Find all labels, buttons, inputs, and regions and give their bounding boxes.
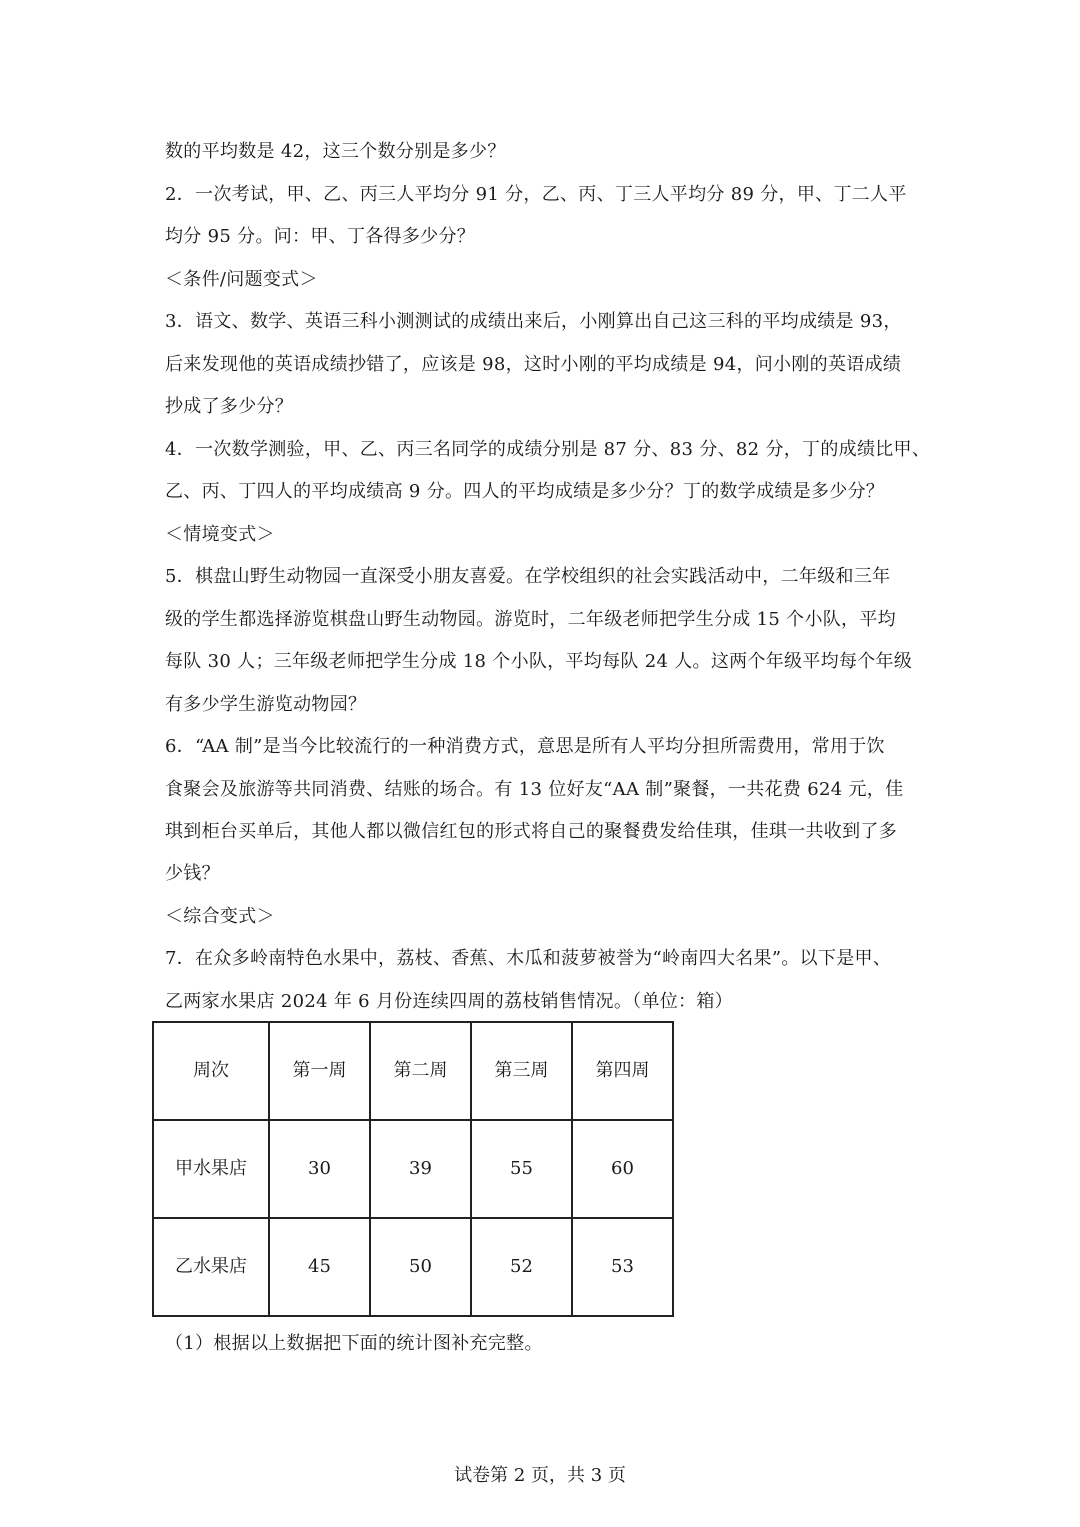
question-5-line-4: 有多少学生游览动物园？ [165,694,367,715]
table-row-label: 乙水果店 [153,1218,269,1316]
table-cell: 60 [572,1120,673,1218]
question-5-line-3: 每队 30 人；三年级老师把学生分成 18 个小队，平均每队 24 人。这两个年级平均每个年级 [165,651,913,672]
table-cell: 39 [370,1120,471,1218]
table-cell: 50 [370,1218,471,1316]
question-7-line-1: 7．在众多岭南特色水果中，荔枝、香蕉、木瓜和菠萝被誉为“岭南四大名果”。以下是甲、 [165,948,892,969]
table-header-cell: 第一周 [269,1022,370,1120]
question-3-line-1: 3．语文、数学、英语三科小测测试的成绩出来后，小刚算出自己这三科的平均成绩是 93， [165,311,902,332]
table-cell: 30 [269,1120,370,1218]
question-6-line-1: 6．“AA 制”是当今比较流行的一种消费方式，意思是所有人平均分担所需费用，常用于饮 [165,736,885,757]
section-heading-condition-variant: ＜条件/问题变式＞ [165,269,318,290]
table-cell: 45 [269,1218,370,1316]
question-6-line-3: 琪到柜台买单后，其他人都以微信红包的形式将自己的聚餐费发给佳琪，佳琪一共收到了多 [165,821,897,842]
table-header-row [153,1022,673,1120]
table-cell: 53 [572,1218,673,1316]
question-7-line-2: 乙两家水果店 2024 年 6 月份连续四周的荔枝销售情况。（单位：箱） [165,991,733,1012]
question-2-line-2: 均分 95 分。问：甲、丁各得多少分？ [165,226,476,247]
table-row [153,1120,673,1218]
table-header-cell: 第二周 [370,1022,471,1120]
question-4-line-2: 乙、丙、丁四人的平均成绩高 9 分。四人的平均成绩是多少分？丁的数学成绩是多少分？ [165,481,885,502]
table-cell: 52 [471,1218,572,1316]
question-1-tail: 数的平均数是 42，这三个数分别是多少？ [165,141,506,162]
table-header-cell: 第四周 [572,1022,673,1120]
table-header-cell: 第三周 [471,1022,572,1120]
table-row [153,1218,673,1316]
question-6-line-4: 少钱？ [165,863,220,884]
table-cell: 55 [471,1120,572,1218]
question-5-line-1: 5．棋盘山野生动物园一直深受小朋友喜爱。在学校组织的社会实践活动中，二年级和三年 [165,566,891,587]
table-header-cell: 周次 [153,1022,269,1120]
table-row-label: 甲水果店 [153,1120,269,1218]
question-6-line-2: 食聚会及旅游等共同消费、结账的场合。有 13 位好友“AA 制”聚餐，一共花费 624 元，佳 [165,779,904,800]
page-footer: 试卷第 2 页，共 3 页 [454,1465,626,1486]
question-3-line-3: 抄成了多少分？ [165,396,294,417]
question-7-subquestion-1: （1）根据以上数据把下面的统计图补充完整。 [165,1333,543,1354]
question-3-line-2: 后来发现他的英语成绩抄错了，应该是 98，这时小刚的平均成绩是 94，问小刚的英语成绩 [165,354,902,375]
question-2-line-1: 2．一次考试，甲、乙、丙三人平均分 91 分，乙、丙、丁三人平均分 89 分，甲、丁二人平 [165,184,907,205]
section-heading-comprehensive-variant: ＜综合变式＞ [165,906,275,927]
question-4-line-1: 4．一次数学测验，甲、乙、丙三名同学的成绩分别是 87 分、83 分、82 分，丁的成绩比甲、 [165,439,931,460]
section-heading-context-variant: ＜情境变式＞ [165,524,275,545]
lychee-sales-table [152,1021,674,1317]
question-5-line-2: 级的学生都选择游览棋盘山野生动物园。游览时，二年级老师把学生分成 15 个小队，平均 [165,609,896,630]
